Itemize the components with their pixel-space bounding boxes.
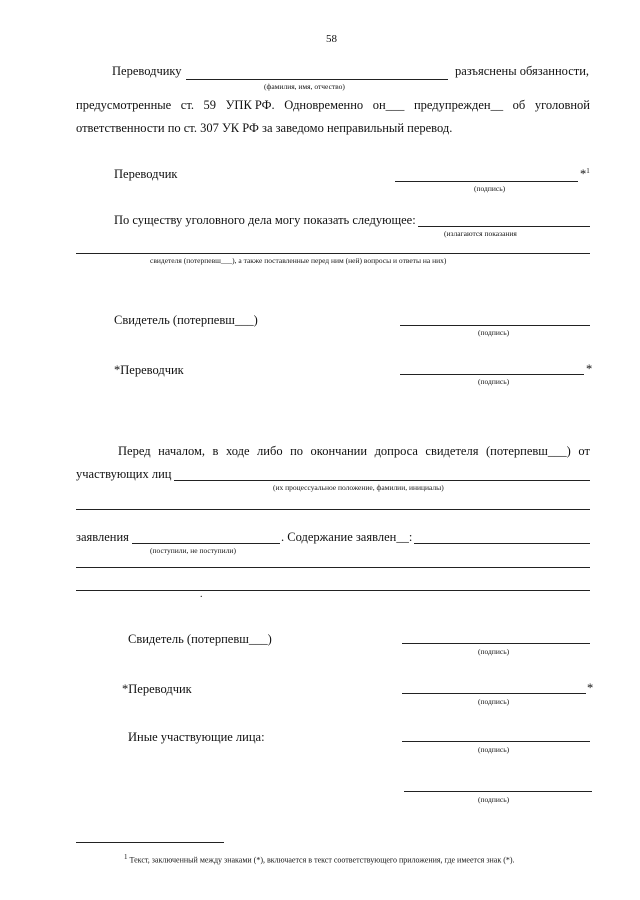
word: либо	[257, 444, 283, 458]
statements-content-line[interactable]	[414, 543, 590, 544]
footnote	[124, 853, 515, 865]
participants-caption: (их процессуальное положение, фамилии, инициалы)	[273, 483, 444, 492]
word: свидетеля	[425, 444, 479, 458]
statements-label: заявления	[76, 530, 129, 544]
translator-signature-line-3[interactable]	[402, 693, 586, 694]
word: в	[212, 444, 219, 458]
name-caption: (фамилия, имя, отчество)	[264, 82, 345, 91]
word: началом,	[158, 444, 206, 458]
other-participant-signature-line-1[interactable]	[402, 741, 590, 742]
word: Перед	[118, 444, 151, 458]
signature-caption: (подпись)	[478, 795, 510, 804]
witness-signature-line-2[interactable]	[402, 643, 590, 644]
signature-caption: (подпись)	[474, 184, 506, 193]
word: (потерпевш___)	[485, 444, 571, 458]
footnote-text: Текст, заключенный между знаками (*), включается в текст соответствующего приложения, где имеется знак (*).	[129, 855, 515, 865]
page-number: 58	[326, 33, 337, 45]
stray-dot: .	[200, 589, 203, 600]
participants-line-2[interactable]	[76, 509, 590, 510]
word: от	[578, 444, 590, 458]
word: предусмотренные	[76, 98, 172, 112]
translator-name-line[interactable]	[186, 79, 448, 80]
word: уголовной	[534, 98, 590, 112]
word: об	[512, 98, 526, 112]
participants-line[interactable]	[174, 480, 590, 481]
testimony-label: По существу уголовного дела могу показать следующее:	[114, 213, 416, 227]
word: ходе	[225, 444, 250, 458]
duties-text: разъяснены обязанности,	[455, 64, 590, 78]
signature-caption: (подпись)	[478, 328, 510, 337]
witness-signature-line[interactable]	[400, 325, 590, 326]
word: предупрежден__	[413, 98, 504, 112]
other-participants-label: Иные участвующие лица:	[128, 730, 265, 744]
asterisk-mark: *$^1$	[580, 167, 590, 182]
other-participant-signature-line-2[interactable]	[404, 791, 592, 792]
translator-sign-label: Переводчик	[114, 167, 178, 181]
signature-caption: (подпись)	[478, 647, 510, 656]
statements-content-line-3[interactable]	[76, 590, 590, 591]
translator-signature-line[interactable]	[395, 181, 578, 182]
statements-received-line[interactable]	[132, 543, 280, 544]
word: УПК РФ.	[225, 98, 275, 112]
paragraph1-line3: ответственности по ст. 307 УК РФ за заведомо неправильный перевод.	[76, 121, 453, 135]
translator-sign-label-3: *Переводчик	[122, 682, 192, 696]
participants-label: участвующих лиц	[76, 467, 172, 481]
testimony-caption-2: свидетеля (потерпевш___), а также поставленные перед ним (ней) вопросы и ответы на них)	[150, 256, 447, 265]
translator-signature-line-2[interactable]	[400, 374, 584, 375]
signature-caption: (подпись)	[478, 377, 510, 386]
word: окончании	[310, 444, 368, 458]
statements-line-1	[118, 444, 590, 459]
asterisk-mark: *	[586, 362, 593, 376]
footnote-ref: 1	[586, 167, 590, 175]
statements-content-line-2[interactable]	[76, 567, 590, 568]
word: по	[290, 444, 304, 458]
word: Одновременно	[284, 98, 364, 112]
word: допроса	[374, 444, 418, 458]
testimony-line-2[interactable]	[76, 253, 590, 254]
footnote-separator	[76, 842, 224, 843]
testimony-line-1[interactable]	[418, 226, 590, 227]
statements-caption: (поступили, не поступили)	[150, 546, 236, 555]
footnote-number: 1	[124, 853, 128, 861]
statements-content-label: . Содержание заявлен__:	[281, 530, 413, 544]
witness-sign-label: Свидетель (потерпевш___)	[114, 313, 258, 327]
witness-sign-label-2: Свидетель (потерпевш___)	[128, 632, 272, 646]
translator-sign-label-2: *Переводчик	[114, 363, 184, 377]
asterisk-mark: *	[587, 681, 594, 695]
translator-label: Переводчику	[112, 64, 182, 78]
word: он___	[372, 98, 405, 112]
word: 59	[203, 98, 217, 112]
signature-caption: (подпись)	[478, 745, 510, 754]
paragraph1-line2	[76, 98, 590, 113]
word: ст.	[180, 98, 194, 112]
signature-caption: (подпись)	[478, 697, 510, 706]
testimony-caption-1: (излагаются показания	[444, 229, 517, 238]
